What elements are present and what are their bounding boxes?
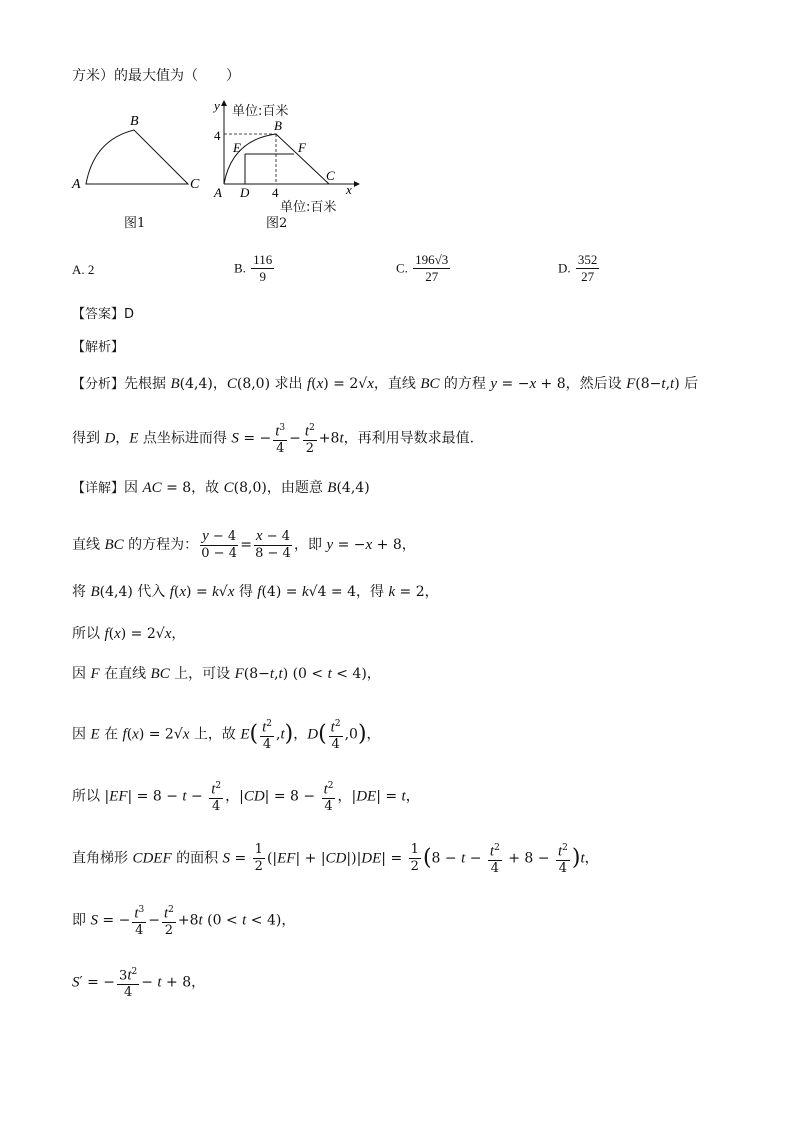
svg-text:F: F: [298, 140, 306, 155]
unit-x-label: 单位:百米: [280, 200, 337, 215]
svg-text:E: E: [233, 140, 241, 155]
figure-2-caption: 图2: [266, 216, 288, 231]
option-c[interactable]: C. $\frac{196√3}{27}$: [396, 252, 449, 284]
svg-text:C: C: [190, 177, 200, 192]
svg-text:A: A: [214, 185, 222, 200]
question-text: 方米）的最大值为（ ）: [72, 68, 240, 84]
detail-line-2: 直线 BC 的方程为： $\frac{y - 4}{0 - 4}$ = $\frac{x - 4}{8 - 4}$ ，即 y = −x + 8，: [72, 528, 416, 561]
detail-line-6: 因 E 在 f(x) = 2√x 上，故 E( $\frac{t^2}{4}$ ,t)，D( $\frac{t^2}{4}$ ,0)，: [72, 716, 381, 753]
detail-line-4: 所以 f(x) = 2√x，: [72, 626, 186, 642]
detail-line-9: 即 S = − $\frac{t^3}{4}$ − $\frac{t^2}{2}$ +8t (0 < t < 4)，: [72, 902, 295, 939]
svg-text:x: x: [346, 182, 352, 197]
analysis-label: 【解析】: [72, 340, 125, 355]
svg-text:C: C: [326, 168, 335, 183]
svg-text:B: B: [130, 114, 139, 129]
detail-line-5: 因 F 在直线 BC 上，可设 F(8−t,t) (0 < t < 4)，: [72, 666, 381, 682]
option-b[interactable]: B. $\frac{116}{9}$: [234, 252, 273, 284]
analysis-line-2: 得到 D，E 点坐标进而得 S = − $\frac{t^3}{4}$ − $\frac{t^2}{2}$ +8t，再利用导数求最值.: [72, 420, 474, 457]
figure-1-caption: 图1: [124, 216, 146, 231]
detail-line-7: 所以 |EF| = 8 − t − $\frac{t^2}{4}$ ，|CD| = 8 − $\frac{t^2}{4}$ ，|DE| = t，: [72, 778, 420, 815]
detail-line-3: 将 B(4,4) 代入 f(x) = k√x 得 f(4) = k√4 = 4，得 k = 2，: [72, 584, 439, 600]
detail-line-10: S′ = − $\frac{3t^2}{4}$ − t + 8，: [72, 964, 205, 1001]
option-d[interactable]: D. $\frac{352}{27}$: [558, 252, 598, 284]
option-a[interactable]: A. 2: [72, 262, 95, 277]
detail-line-1: 【详解】因 AC = 8，故 C(8,0)，由题意 B(4,4): [72, 480, 370, 496]
unit-y-label: 单位:百米: [232, 104, 289, 119]
svg-text:4: 4: [214, 128, 221, 143]
svg-text:B: B: [274, 118, 282, 133]
detail-line-8: 直角梯形 CDEF 的面积 S = $\frac{1}{2}$ (|EF| + |CD|)|DE| = $\frac{1}{2}$ (8 − t − $\frac{t^2}{4}$ + 8 − $\frac{t^2}{4}$ )t，: [72, 840, 599, 877]
svg-text:D: D: [240, 185, 250, 200]
svg-text:A: A: [72, 177, 81, 192]
analysis-line-1: 【分析】先根据 B(4,4)，C(8,0) 求出 f(x) = 2√x，直线 BC 的方程 y = −x + 8，然后设 F(8−t,t) 后: [72, 376, 699, 392]
svg-text:y: y: [214, 98, 220, 113]
svg-text:4: 4: [272, 185, 279, 200]
answer-line: 【答案】D: [72, 307, 135, 322]
